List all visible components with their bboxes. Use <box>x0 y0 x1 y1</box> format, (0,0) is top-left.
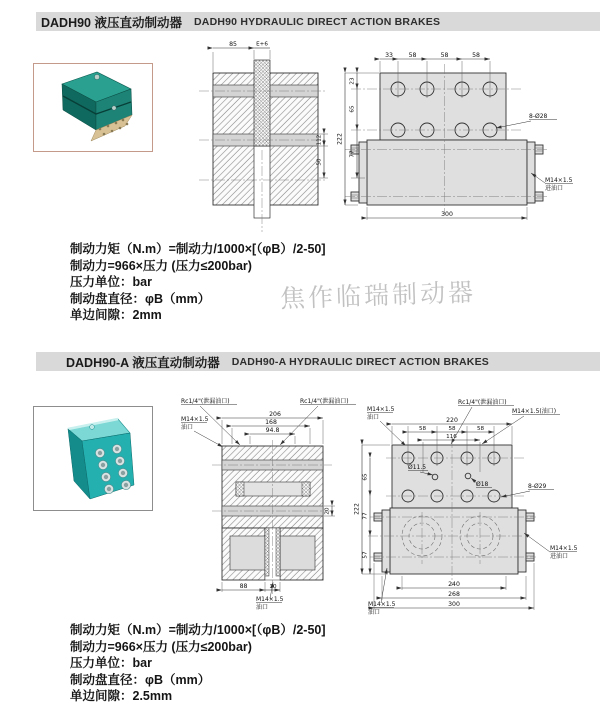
dimensions-top <box>222 411 323 444</box>
spec-line: 制动力=966×压力 (压力≤200bar) <box>70 639 252 654</box>
dim-240: 240 <box>448 581 460 588</box>
label-leak-port-left: Rc1/4"(泄漏油口) <box>181 398 230 405</box>
dim-20: 20 <box>324 507 331 515</box>
brake-illustration-1 <box>34 64 152 151</box>
section2-title-cn: DADH90-A 液压直动制动器 <box>66 355 220 370</box>
section2-title-en: DADH90-A HYDRAULIC DIRECT ACTION BRAKES <box>231 355 489 368</box>
product-photo-dadh90 <box>33 63 153 152</box>
label-inlet-thread: M14×1.5 <box>550 545 578 552</box>
callouts-top <box>367 398 560 446</box>
label-leak-port-right: Rc1/4"(泄漏油口) <box>300 398 349 405</box>
specs-dadh90a <box>70 622 326 705</box>
dim-300: 300 <box>441 211 453 218</box>
watermark: 焦作临瑞制动器 <box>279 277 477 314</box>
label-oil-thread-bottom: M14×1.5 <box>368 601 396 608</box>
label-hole-11-5: Ø11.5 <box>408 464 427 471</box>
label-oil-thread-left: M14×1.5 <box>367 406 395 413</box>
section1-title-cn: DADH90 液压直动制动器 <box>41 15 182 30</box>
dim-168: 168 <box>265 419 277 426</box>
brake-disc <box>265 528 269 576</box>
spec-line: 制动力=966×压力 (压力≤200bar) <box>70 258 252 273</box>
dim-206: 206 <box>269 411 281 418</box>
label-hole-18: Ø18 <box>476 481 489 488</box>
dim-94-8: 94.8 <box>265 427 280 434</box>
dim-220: 220 <box>446 417 458 424</box>
brake-disc <box>254 60 270 146</box>
dim-77: 77 <box>349 150 356 158</box>
label-8-holes: 8-Ø29 <box>528 483 547 490</box>
dim-58b: 58 <box>440 52 449 59</box>
label-oil-name-left: 油口 <box>181 424 194 431</box>
label-oil-name-bottom: 油口 <box>368 609 381 616</box>
dim-58a: 58 <box>418 426 427 432</box>
dim-268: 268 <box>448 591 460 598</box>
spec-line: 压力单位：bar <box>70 275 152 289</box>
dim-65: 65 <box>362 473 369 481</box>
piston-bore <box>236 482 310 496</box>
spec-line: 制动力矩（N.m）=制动力/1000×[（φB）/2-50] <box>70 242 326 256</box>
label-oil-thread-left: M14×1.5 <box>181 416 209 423</box>
dim-33: 33 <box>385 52 393 59</box>
dim-50: 50 <box>316 158 323 166</box>
spec-line: 制动盘直径：φB（mm） <box>70 672 211 687</box>
product-photo-dadh90a <box>33 406 153 511</box>
drawing-dadh90a-front-view <box>354 396 598 642</box>
label-oil-thread-bottom: M14×1.5 <box>256 596 284 603</box>
drawing-dadh90-section-view <box>193 40 331 236</box>
dim-85: 85 <box>229 41 237 48</box>
section1-title-en: DADH90 HYDRAULIC DIRECT ACTION BRAKES <box>194 15 441 28</box>
spec-line: 单边间隙：2.5mm <box>70 689 173 703</box>
spec-line: 单边间隙：2mm <box>70 308 162 322</box>
dim-58b: 58 <box>448 426 456 432</box>
section1-header-bar <box>36 12 600 31</box>
dim-57: 57 <box>362 551 369 559</box>
dim-58a: 58 <box>408 52 417 59</box>
label-inlet-name: 进油口 <box>545 185 564 192</box>
dim-116: 116 <box>446 434 457 440</box>
dim-77: 77 <box>362 512 369 520</box>
front-body <box>374 445 534 574</box>
spec-line: 制动盘直径：φB（mm） <box>70 291 211 306</box>
dim-slot-width: E+6 <box>256 41 268 48</box>
dim-222: 222 <box>354 503 361 515</box>
dim-23: 23 <box>349 77 356 85</box>
drawing-dadh90-front-view <box>333 46 593 242</box>
dim-222: 222 <box>336 133 344 145</box>
label-inlet-thread: M14×1.5 <box>545 177 573 184</box>
dim-65: 65 <box>349 105 356 113</box>
label-oil-top: M14×1.5(油口) <box>512 408 557 415</box>
section-body <box>213 60 318 218</box>
dim-30: 30 <box>269 584 277 590</box>
drawing-dadh90a-section-view <box>180 394 364 612</box>
spec-line: 制动力矩（N.m）=制动力/1000×[（φB）/2-50] <box>70 623 326 637</box>
label-oil-name-left: 油口 <box>367 414 380 421</box>
label-inlet-name: 进油口 <box>550 553 569 560</box>
dim-58c: 58 <box>476 426 485 432</box>
dim-58c: 58 <box>472 52 480 59</box>
dim-300: 300 <box>448 601 460 608</box>
spec-line: 压力单位：bar <box>70 656 152 670</box>
brake-disc <box>276 528 280 576</box>
dim-88: 88 <box>239 583 248 590</box>
label-8-holes: 8-Ø28 <box>529 113 548 120</box>
label-oil-name-bottom: 油口 <box>256 604 269 611</box>
label-leak-port: Rc1/4"(泄漏油口) <box>458 399 507 406</box>
dim-112: 112 <box>316 134 323 146</box>
section2-header-bar <box>36 352 600 371</box>
brake-illustration-2 <box>34 407 152 510</box>
front-body <box>351 73 543 205</box>
